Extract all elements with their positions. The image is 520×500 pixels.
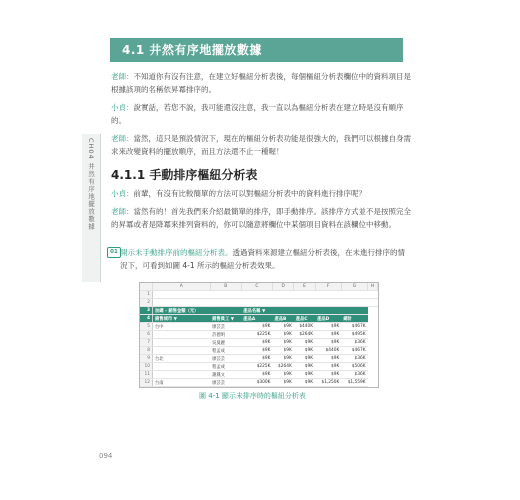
table-cell: $9K [315,363,341,371]
speaker-label: 老師： [111,72,134,81]
table-row [140,299,378,307]
table-cell: $9K [272,371,293,379]
row-number: 2 [140,299,153,307]
table-cell: $9K [272,379,293,387]
table-cell: $300K [241,379,272,387]
column-letter: D [272,283,293,291]
table-cell [153,347,211,355]
dialog-text: 當然有的！首先我們來介紹最簡單的排序，即手動排序。該排序方式並不是按照完全的昇冪或者是降冪來排列資料的，你可以隨意將欄位中某個項目資料在該欄位中移動。 [111,207,411,229]
table-cell [153,299,211,307]
table-cell [341,387,367,389]
column-letter: A [153,283,211,291]
speaker-label: 老師： [111,207,134,216]
row-number: 12 [140,379,153,387]
table-cell: $9K [241,339,272,347]
step-highlight: 開示未手動排序前的樞紐分析表。 [120,248,233,257]
table-row [140,331,378,339]
speaker-label: 小貞： [111,189,134,198]
table-cell [241,299,272,307]
dialog-text: 當然，這只是預設情況下，現在的樞紐分析表功能是很強大的，我們可以根據自身需求來改變資料的擺放順序，而且方法還不止一種喔！ [111,134,411,156]
table-cell: 廖芸芸 [210,323,241,331]
table-row [140,347,378,355]
column-letter: C [241,283,272,291]
table-cell: $225K [241,331,272,339]
table-cell [241,291,272,299]
table-cell [210,291,241,299]
table-cell: $9K [294,347,315,355]
table-cell: $9K [315,331,341,339]
table-cell: $9K [241,323,272,331]
dialog-paragraph [111,187,411,200]
dialog-paragraph [111,101,411,127]
speaker-label: 老師： [111,134,134,143]
step-text: 透過資料來源建立樞紐分析表後，在未進行排序的情況下，可看到如圖 4-1 所示的樞紐分析表效果。 [120,248,405,270]
table-cell: $9K [272,355,293,363]
table-cell: 廖芸芸 [210,379,241,387]
table-cell: 銷售員工 ▼ [210,315,241,323]
table-cell: 謝鳳文 [210,371,241,379]
step-icon: 01 [107,247,121,258]
table-cell: $9K [315,323,341,331]
table-cell [341,307,367,315]
table-cell [341,291,367,299]
dialog-paragraph [111,70,411,96]
table-row [140,315,378,323]
table-cell: $9K [241,347,272,355]
pivot-table [140,283,378,388]
table-cell [315,387,341,389]
table-cell: $440K [294,323,315,331]
table-row [140,291,378,299]
speaker-label: 小貞： [111,103,134,112]
table-cell: 產品B [272,315,293,323]
table-cell: $36K [341,371,367,379]
table-cell [153,331,211,339]
table-cell [153,371,211,379]
section-title: 4.1 井然有序地擺放數據 [110,38,403,62]
step-note [120,246,410,272]
table-cell: $9K [272,323,293,331]
table-cell [210,299,241,307]
table-cell: $9K [294,371,315,379]
table-cell: 吳曼麗 [210,339,241,347]
column-letter: E [294,283,315,291]
column-letter: B [210,283,241,291]
dialog-paragraph [111,205,411,231]
row-number: 3 [140,307,153,315]
table-cell: $9K [294,379,315,387]
row-number: 7 [140,339,153,347]
row-number: 5 [140,323,153,331]
table-cell: 產品名稱 ▼ [241,307,272,315]
table-cell: $225K [241,363,272,371]
table-cell: 程孟成 [210,347,241,355]
table-cell [210,307,241,315]
table-cell: $264K [294,331,315,339]
table-cell: $1,559K [341,379,367,387]
table-cell: 廖芸芸 [210,355,241,363]
table-cell [368,299,378,307]
table-cell: $36K [341,339,367,347]
table-row [140,387,378,389]
table-cell [315,299,341,307]
dialog-text: 說實話，若您不說，我可能還沒注意，我一直以為樞紐分析表在建立時是沒有順序的。 [111,103,404,125]
table-cell: $9K [315,339,341,347]
table-cell [294,387,315,389]
table-cell: $9K [241,371,272,379]
row-number [140,387,153,389]
row-number: 1 [140,291,153,299]
row-number: 4 [140,315,153,323]
table-cell: 許德明 [210,331,241,339]
row-number: 9 [140,355,153,363]
table-cell: 加總 - 銷售金額（元） [153,307,211,315]
table-cell [294,299,315,307]
table-cell: 銷售城市 ▼ [153,315,211,323]
table-cell: 程孟成 [210,363,241,371]
table-cell: $440K [315,347,341,355]
table-cell [153,339,211,347]
table-cell: 台北 [153,355,211,363]
table-cell: $9K [315,371,341,379]
row-number: 8 [140,347,153,355]
table-cell: 台中 [153,323,211,331]
table-cell [294,291,315,299]
table-row [140,307,378,315]
column-letter-row [140,283,378,291]
table-cell: $9K [294,355,315,363]
subsection-title: 4.1.1 手動排序樞紐分析表 [111,168,258,182]
dialog-text: 不知道你有沒有注意，在建立好樞紐分析表後，每個樞紐分析表欄位中的資料項目是根據該項的名稱依昇冪排序的。 [111,72,411,94]
table-cell [368,291,378,299]
table-row [140,363,378,371]
table-cell: $264K [272,363,293,371]
table-cell: $467K [341,323,367,331]
table-cell [272,291,293,299]
table-cell: 總計 [341,315,367,323]
table-cell [153,291,211,299]
row-number: 6 [140,331,153,339]
figure-caption: 圖 4-1 顯示未排序時的樞紐分析表 [199,392,306,400]
table-row [140,323,378,331]
dialog-text: 前輩，有沒有比較簡單的方法可以對樞紐分析表中的資料進行排序呢？ [133,189,366,198]
table-row [140,379,378,387]
table-cell: $9K [272,331,293,339]
table-cell [153,387,211,389]
table-cell: $506K [341,363,367,371]
table-cell: $1,250K [315,379,341,387]
table-cell [272,387,293,389]
column-letter [140,283,153,291]
table-cell: $9K [294,363,315,371]
table-row [140,355,378,363]
column-letter: F [315,283,341,291]
dialog-paragraph [111,132,411,158]
table-cell: 台南 [153,379,211,387]
table-cell: 產品A [241,315,272,323]
table-cell [315,307,341,315]
table-cell [341,299,367,307]
table-cell [210,387,241,389]
row-number: 11 [140,371,153,379]
table-cell: $9K [272,347,293,355]
table-cell [153,363,211,371]
table-cell: $467K [341,347,367,355]
table-cell: $9K [294,339,315,347]
table-cell: 產品C [294,315,315,323]
table-cell: $495K [341,331,367,339]
table-cell: $36K [341,355,367,363]
row-number: 10 [140,363,153,371]
table-cell [272,307,293,315]
column-letter: H [368,283,378,291]
table-cell: 產品D [315,315,341,323]
page-number: 094 [99,452,113,460]
table-cell [315,291,341,299]
table-cell [241,387,272,389]
chapter-side-tab-label: CH04 井然有序地擺放數據 [87,138,95,231]
table-cell [294,307,315,315]
table-cell [272,299,293,307]
table-cell: $9K [241,355,272,363]
table-cell: $9K [272,339,293,347]
table-row [140,339,378,347]
table-cell: $9K [315,355,341,363]
pivot-table-screenshot [139,282,379,388]
column-letter: G [341,283,367,291]
table-row [140,371,378,379]
